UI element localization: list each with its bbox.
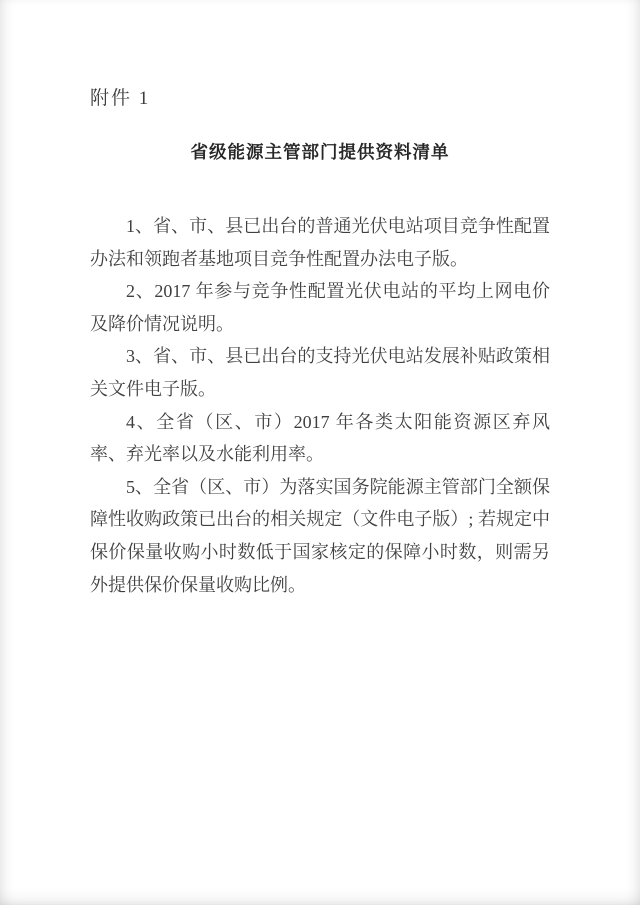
list-item: 5、全省（区、市）为落实国务院能源主管部门全额保障性收购政策已出台的相关规定（文件电子版）; 若规定中保价保量收购小时数低于国家核定的保障小时数，则需另外提供保价保量收购比例。 [90, 476, 550, 595]
attachment-label: 附件 1 [90, 88, 151, 109]
list-item: 4、全省（区、市）2017 年各类太阳能资源区弃风率、弃光率以及水能利用率。 [90, 411, 550, 465]
list-item: 2、2017 年参与竞争性配置光伏电站的平均上网电价及降价情况说明。 [90, 281, 550, 334]
list-item: 1、省、市、县已出台的普通光伏电站项目竞争性配置办法和领跑者基地项目竞争性配置办法电子版。 [90, 216, 550, 269]
list-item: 3、省、市、县已出台的支持光伏电站发展补贴政策相关文件电子版。 [90, 346, 550, 399]
document-title: 省级能源主管部门提供资料清单 [190, 142, 450, 162]
document-body [90, 210, 550, 601]
